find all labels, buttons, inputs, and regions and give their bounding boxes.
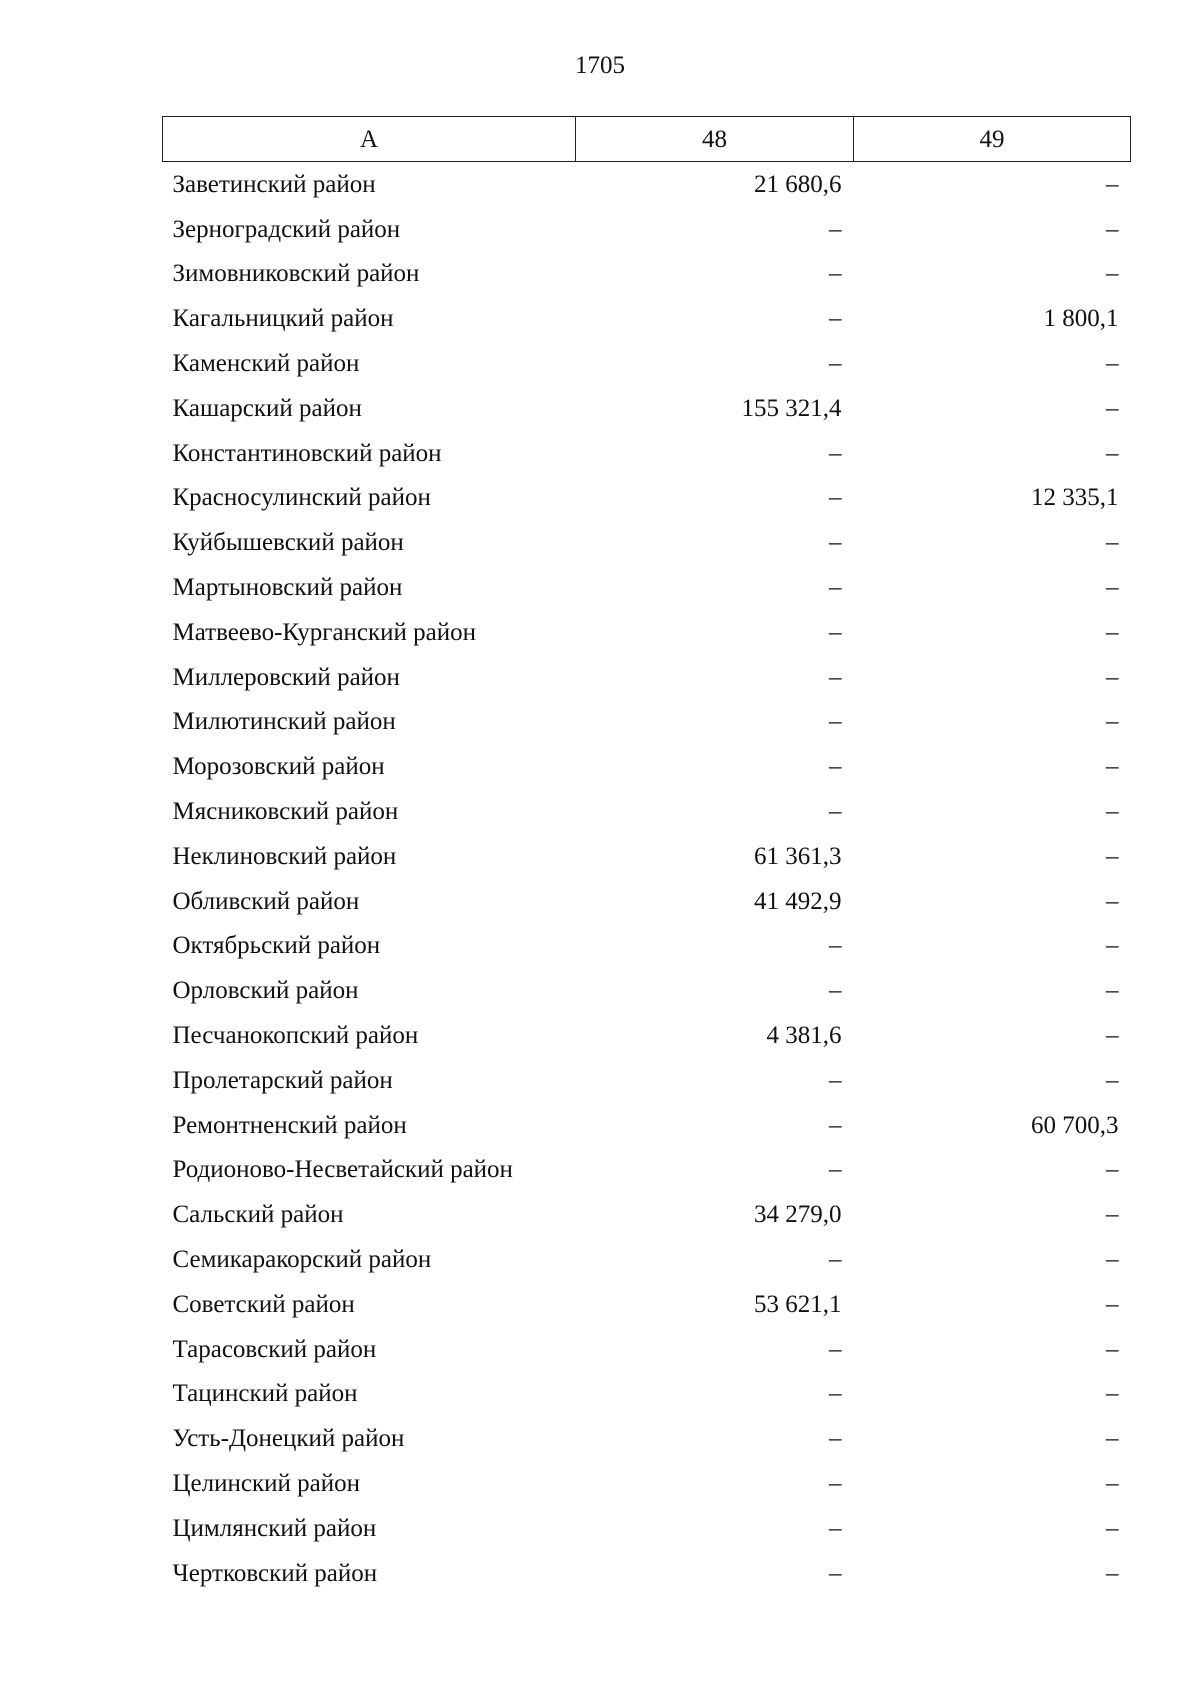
district-name: Милютинский район [172,708,396,736]
value-col-49: – [1106,887,1119,915]
table-row [163,834,1131,879]
value-col-48: 4 381,6 [766,1022,842,1050]
table-row [163,1013,1131,1058]
table-row [163,1192,1131,1237]
value-col-48: – [829,1380,842,1408]
value-col-48: – [829,350,842,378]
value-col-49: – [1106,1246,1119,1274]
value-col-49: – [1106,215,1119,243]
table-row [163,1327,1131,1372]
value-col-48: – [829,260,842,288]
value-col-48: – [829,1335,842,1363]
table-row [163,924,1131,969]
value-col-48: 21 680,6 [754,170,842,198]
district-name: Усть-Донецкий район [172,1425,405,1453]
value-col-49: – [1106,260,1119,288]
table-row [163,1551,1131,1596]
value-col-48: 61 361,3 [754,842,842,870]
value-col-49: – [1106,350,1119,378]
value-col-49: – [1106,529,1119,557]
district-name: Матвеево-Курганский район [172,618,477,646]
district-name: Кашарский район [172,394,362,422]
value-col-48: – [829,574,842,602]
data-table [162,116,1131,1596]
table-row [163,1237,1131,1282]
value-col-48: – [829,529,842,557]
district-name: Ремонтненский район [172,1111,407,1139]
table-row [163,431,1131,476]
table-row [163,476,1131,521]
district-name: Целинский район [172,1470,360,1497]
value-col-48: – [829,753,842,781]
table-row [163,565,1131,610]
district-name: Обливский район [172,887,360,915]
value-col-48: – [829,1559,842,1587]
value-col-48: – [829,1111,842,1139]
district-name: Зимовниковский район [172,260,420,288]
value-col-48: – [829,798,842,826]
value-col-48: – [829,977,842,1005]
page-number: 1705 [575,52,625,79]
value-col-49: – [1106,394,1119,422]
district-name: Заветинский район [172,170,376,198]
table-row [163,700,1131,745]
district-name: Морозовский район [172,753,385,781]
district-name: Мясниковский район [172,798,399,826]
value-col-48: – [829,484,842,512]
district-name: Советский район [172,1290,355,1318]
district-name: Сальский район [172,1201,344,1229]
value-col-49: – [1106,1290,1119,1318]
column-header-49: 49 [854,117,1131,162]
table-row [163,341,1131,386]
district-name: Тацинский район [172,1380,358,1408]
value-col-48: 53 621,1 [754,1290,842,1318]
value-col-49: – [1106,1425,1119,1453]
value-col-49: – [1106,708,1119,736]
value-col-48: – [829,439,842,467]
value-col-49: – [1106,977,1119,1005]
table-header [163,117,1131,162]
value-col-49: – [1106,1201,1119,1229]
district-name: Неклиновский район [172,842,397,870]
value-col-48: 155 321,4 [741,394,842,422]
district-name: Октябрьский район [172,932,381,960]
value-col-49: – [1106,1470,1119,1497]
table-row [163,879,1131,924]
value-col-49: – [1106,1514,1119,1542]
table-row [163,162,1131,207]
value-col-48: – [829,1514,842,1542]
table-row [163,968,1131,1013]
value-col-48: 34 279,0 [754,1201,842,1229]
value-col-49: – [1106,663,1119,691]
table-row [163,1058,1131,1103]
district-name: Песчанокопский район [172,1022,419,1050]
value-col-48: – [829,1425,842,1453]
value-col-49: 60 700,3 [1031,1111,1119,1139]
value-col-48: – [829,1156,842,1184]
district-name: Куйбышевский район [172,529,404,557]
value-col-48: – [829,932,842,960]
district-name: Красносулинский район [172,484,431,512]
value-col-49: – [1106,1156,1119,1184]
district-name: Миллеровский район [172,663,400,691]
table-row [163,1506,1131,1551]
table-row [163,1461,1131,1506]
value-col-49: – [1106,1380,1119,1408]
table-body [163,162,1131,1596]
value-col-48: – [829,305,842,333]
table-row [163,386,1131,431]
value-col-49: – [1106,753,1119,781]
value-col-49: – [1106,170,1119,198]
district-name: Пролетарский район [172,1066,393,1094]
value-col-49: – [1106,1335,1119,1363]
header-row [163,117,1131,162]
value-col-48: – [829,1470,842,1497]
value-col-49: – [1106,1022,1119,1050]
value-col-48: – [829,1066,842,1094]
value-col-48: – [829,663,842,691]
value-col-49: – [1106,842,1119,870]
value-col-48: – [829,1246,842,1274]
district-name: Тарасовский район [172,1335,377,1363]
table-row [163,744,1131,789]
district-name: Кагальницкий район [172,305,394,333]
column-header-48: 48 [576,117,854,162]
value-col-49: – [1106,1559,1119,1587]
value-col-48: – [829,215,842,243]
column-header-a: А [163,117,576,162]
district-name: Семикаракорский район [172,1246,432,1274]
table-row [163,252,1131,297]
table-row [163,1416,1131,1461]
district-name: Орловский район [172,977,359,1005]
value-col-49: – [1106,574,1119,602]
table-row [163,1103,1131,1148]
table-row [163,1148,1131,1193]
value-col-49: 12 335,1 [1031,484,1119,512]
value-col-49: – [1106,1066,1119,1094]
district-name: Цимлянский район [172,1514,377,1542]
value-col-48: – [829,708,842,736]
table-row [163,789,1131,834]
value-col-48: – [829,618,842,646]
table-row [163,520,1131,565]
value-col-48: 41 492,9 [754,887,842,915]
table-row [163,1372,1131,1417]
district-name: Зерноградский район [172,215,401,243]
value-col-49: – [1106,798,1119,826]
table-row [163,1282,1131,1327]
district-name: Чертковский район [172,1559,378,1587]
district-name: Константиновский район [172,439,442,467]
table-row [163,655,1131,700]
value-col-49: – [1106,618,1119,646]
district-name: Родионово-Несветайский район [172,1156,513,1184]
table-row [163,207,1131,252]
table-row [163,610,1131,655]
table-row [163,296,1131,341]
district-name: Каменский район [172,350,360,378]
value-col-49: – [1106,439,1119,467]
district-name: Мартыновский район [172,574,403,602]
value-col-49: 1 800,1 [1043,305,1119,333]
value-col-49: – [1106,932,1119,960]
